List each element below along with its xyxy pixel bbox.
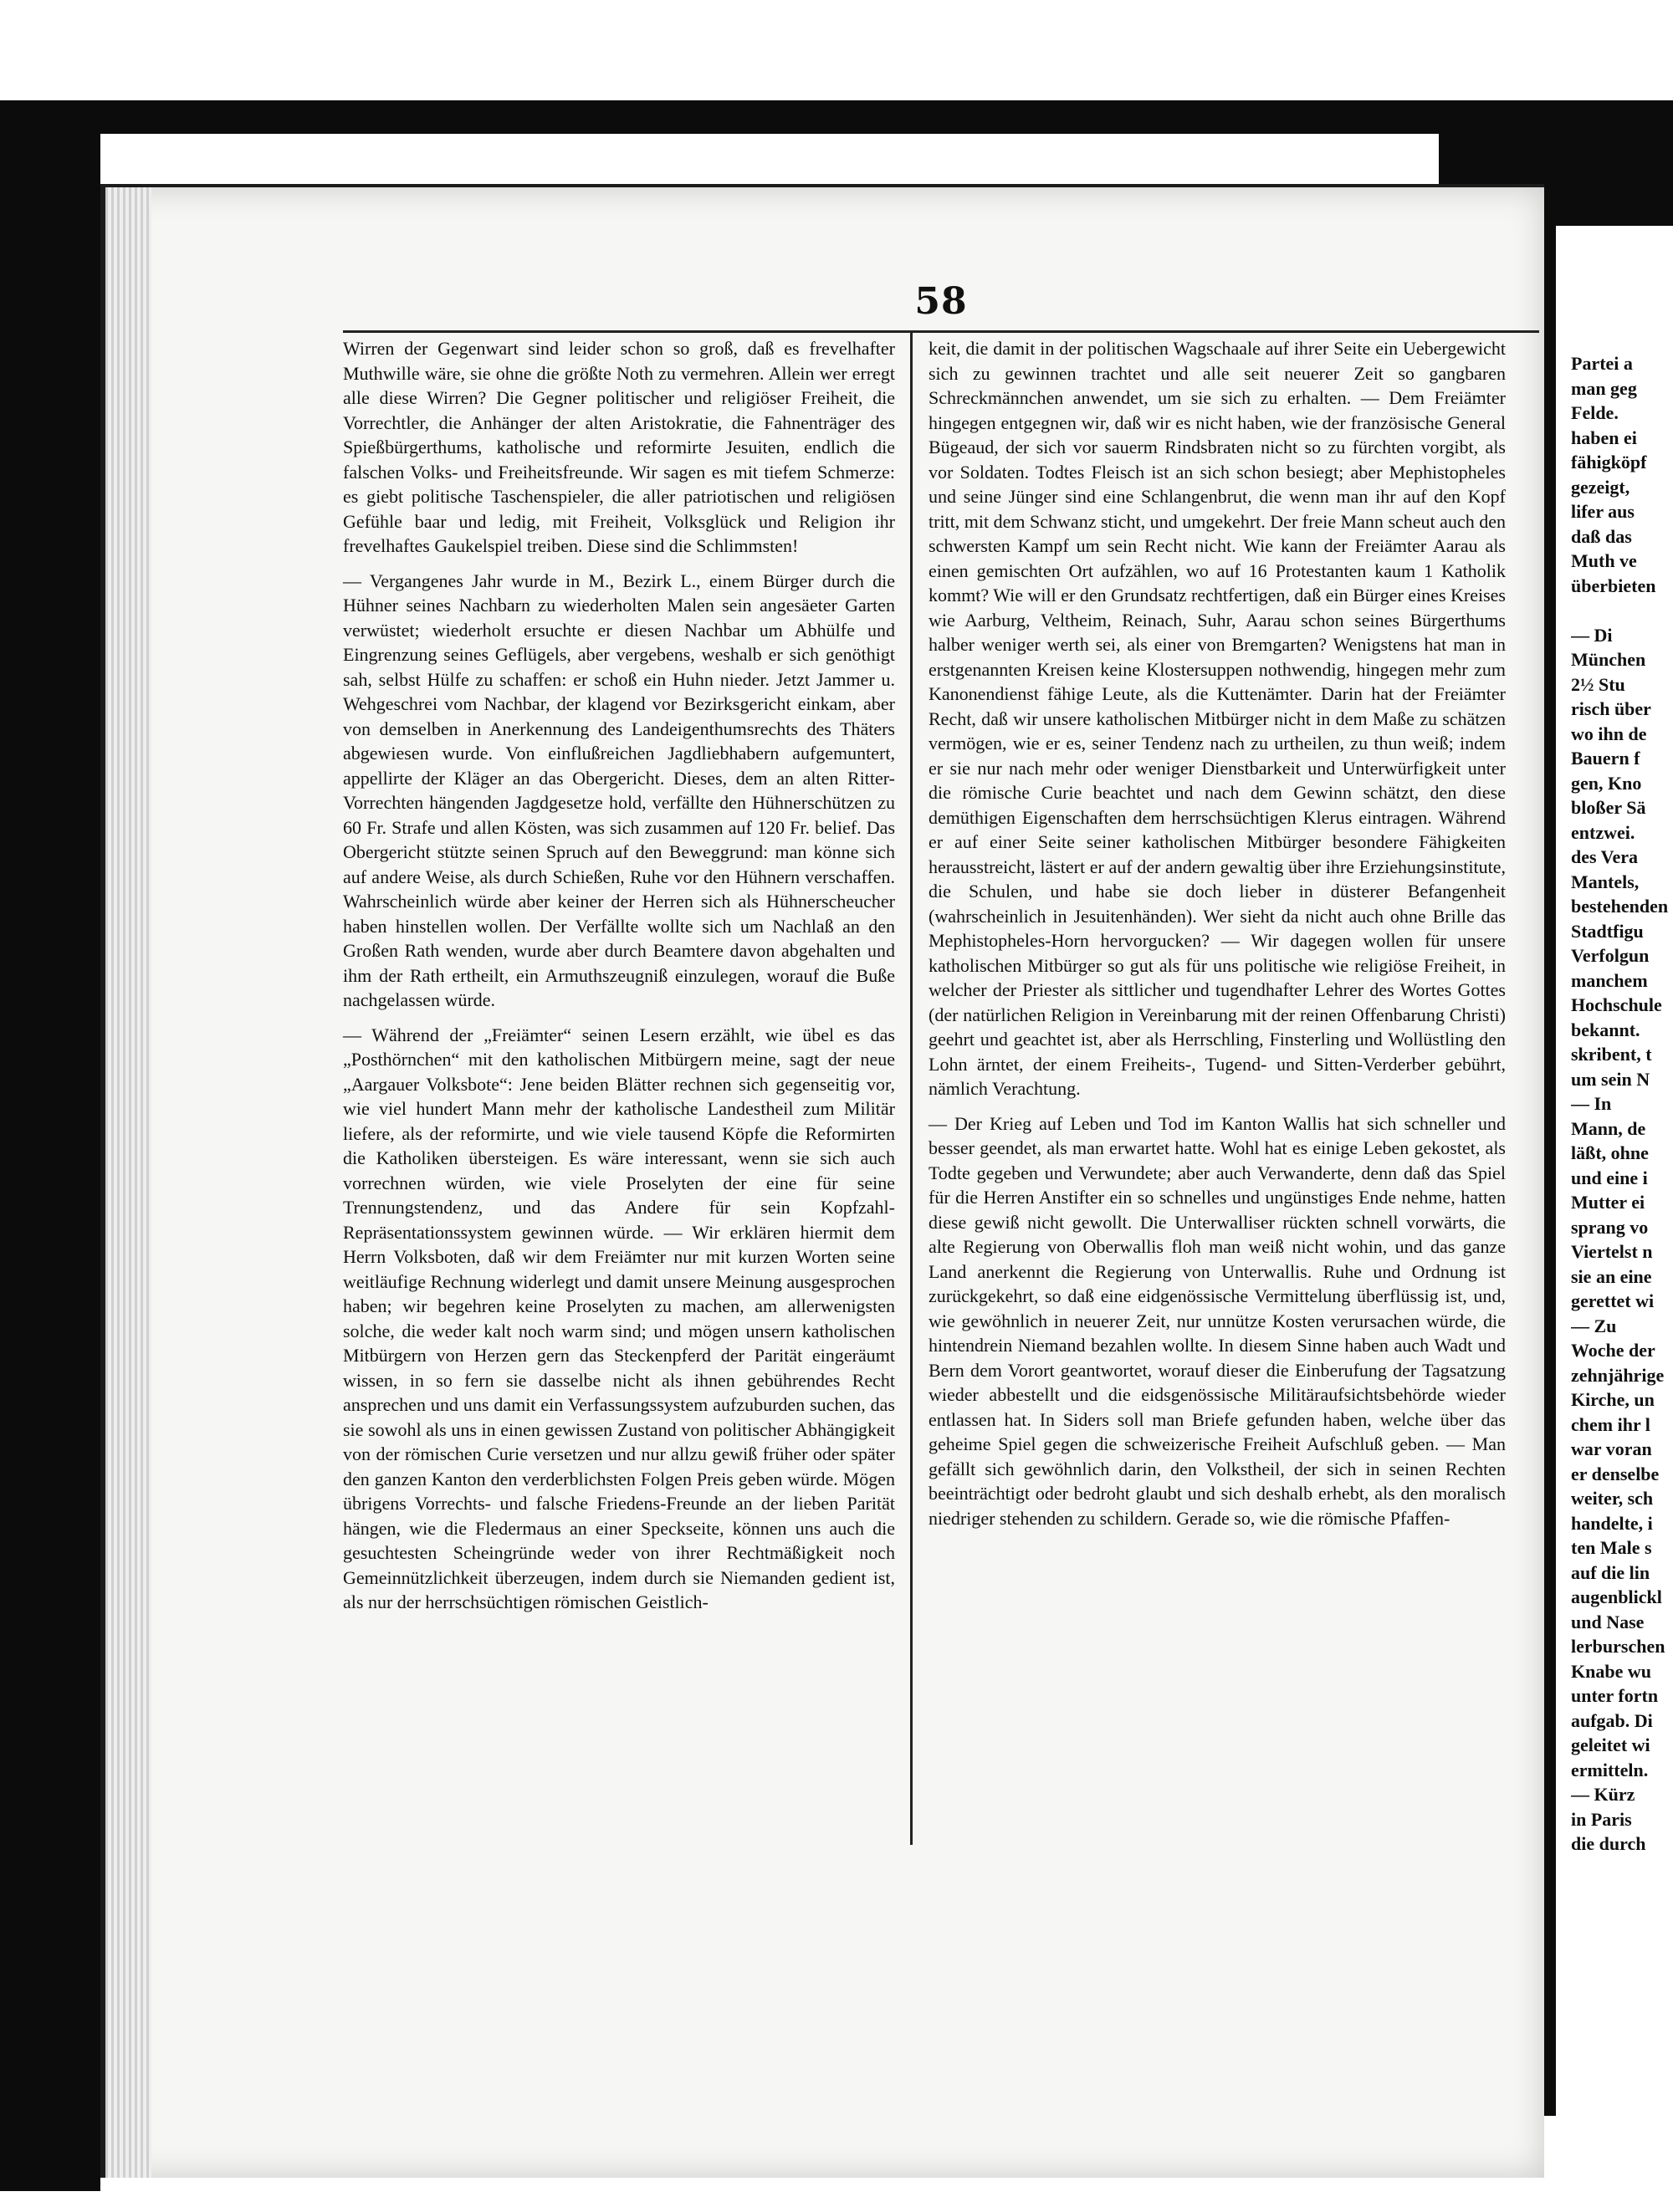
neighbor-line: Kirche, un	[1571, 1389, 1655, 1410]
scan-border-top	[0, 100, 1673, 134]
neighbor-line: skribent, t	[1571, 1044, 1652, 1065]
neighbor-line: ermitteln.	[1571, 1759, 1649, 1780]
neighbor-line: bloßer Sä	[1571, 797, 1646, 818]
neighbor-line: überbieten	[1571, 575, 1656, 596]
neighbor-line: chem ihr l	[1571, 1413, 1650, 1435]
neighbor-line: Partei a	[1571, 353, 1633, 374]
neighbor-line: aufgab. Di	[1571, 1709, 1653, 1731]
neighbor-line: läßt, ohne	[1571, 1142, 1649, 1163]
neighbor-line: Mann, de	[1571, 1117, 1646, 1139]
neighbor-line: Mutter ei	[1571, 1192, 1645, 1213]
neighbor-line: lerburschen	[1571, 1636, 1665, 1657]
neighbor-line: — In	[1571, 1093, 1612, 1114]
neighbor-line: geleitet wi	[1571, 1734, 1650, 1755]
neighbor-line: sprang vo	[1571, 1216, 1649, 1238]
neighbor-line: gerettet wi	[1571, 1290, 1655, 1311]
neighbor-line: — Kürz	[1571, 1784, 1635, 1805]
neighbor-line: Mantels,	[1571, 871, 1640, 892]
neighbor-line: Felde.	[1571, 402, 1619, 423]
neighbor-line: Viertelst n	[1571, 1241, 1653, 1262]
neighbor-line: Verfolgun	[1571, 945, 1650, 966]
neighbor-line: gezeigt,	[1571, 476, 1630, 498]
neighbor-line: man geg	[1571, 377, 1637, 399]
neighbor-line: und eine i	[1571, 1167, 1648, 1188]
neighbor-line: wo ihn de	[1571, 723, 1647, 744]
neighbor-line: des Vera	[1571, 846, 1639, 867]
page-number: 58	[914, 280, 968, 323]
neighbor-line: weiter, sch	[1571, 1488, 1654, 1509]
neighbor-line: er denselbe	[1571, 1463, 1660, 1484]
paragraph: — Vergangenes Jahr wurde in M., Bezirk L., einem Bürger durch die Hühner seines Nachbarn zu wiederholten Malen sein angesäeter Garten verwüstet; wiederholt ersuchte er diesen Nachbar um Abhülfe und Eingrenzung seines Geflügels, aber vergebens, weshalb er sich genöthigt sah, selbst Hülfe zu schaffen: er schoß ein Huhn nieder. Jetzt Jammer u. Wehgeschrei vom Nachbar, der klagend vor Bezirksgericht einkam, aber von demselben in Anerkennung des Landeigenthumsrechts des Thäters abgewiesen wurde. Von einflußreichen Jagdliebhabern aufgemuntert, appellirte der Kläger an das Obergericht. Dieses, dem an alten Ritter-Vorrechten hängenden Jagdgesetze hold, verfällte den Hühnerschützen zu 60 Fr. Strafe und allen Kösten, was sich zusammen auf 120 Fr. belief. Das Obergericht stützte seinen Spruch auf den Beweggrund: man könne sich auf andere Weise, als durch Schießen, Ruhe vor den Hühnern verschaffen. Wahrscheinlich würde aber keiner der Herren sich als Hühnerscheucher haben hinstellen wollen. Der Verfällte wollte sich um Nachlaß an den Großen Rath wenden, wurde aber durch Beamtere davon abgehalten und ihm der Rath ertheilt, ein Armuthszeugniß einzulegen, worauf die Buße nachgelassen würde.	[343, 570, 895, 1010]
neighbor-line: sie an eine	[1571, 1265, 1652, 1287]
neighbor-line: Hochschule	[1571, 994, 1662, 1015]
column-divider	[910, 333, 913, 1845]
neighbor-line: Bauern f	[1571, 748, 1640, 769]
neighbor-line: Woche der	[1571, 1340, 1655, 1361]
neighbor-line: gen, Kno	[1571, 772, 1642, 794]
neighbor-line: zehnjährige	[1571, 1364, 1665, 1386]
neighbor-line: bekannt.	[1571, 1019, 1640, 1040]
neighbor-line: handelte, i	[1571, 1512, 1653, 1534]
neighbor-line: lifer aus	[1571, 501, 1635, 522]
neighbor-line: augenblickl	[1571, 1586, 1662, 1607]
header-rule	[343, 330, 1539, 333]
paragraph: — Während der „Freiämter“ seinen Lesern erzählt, wie übel es das „Posthörnchen“ mit den katholischen Mitbürgern meine, sagt der neue „Aargauer Volksbote“: Jene beiden Blätter rechnen sich gegenseitig vor, wie viel hundert Mann mehr der katholische Landestheil zum Militär liefere, als der reformirte, und wie viele tausend Köpfe die Reformirten die Katholiken übersteigen. Es wäre interessant, wenn sie sich auch vorrechnen würden, wie viele Proselyten der eine für seine Trennungstendenz, und das Andere für sein Kopfzahl-Repräsentationssystem gewinnen würde. — Wir erklären hiermit dem Herrn Volksboten, daß wir dem Freiämter nur mit kurzen Worten seine weitläufige Rechnung widerlegt und damit unsere Meinung ausgesprochen haben; wir begehren keine Proselyten zu machen, am allerwenigsten solche, die weder kalt noch warm sind; und mögen unsern katholischen Mitbürgern von Herzen gern das Steckenpferd der Parität eingeräumt wissen, in so fern sie dasselbe nicht als ihnen gebührendes Recht ansprechen und uns damit ein Verfassungssystem aufzuburden suchen, das sie sowohl als uns in einen gewissen Zustand von politischer Abhängigkeit von der römischen Curie versetzen und nur allzu gewiß früher oder später den ganzen Kanton den verderblichsten Folgen Preis geben würde. Mögen übrigens Vorrechts- und falsche Friedens-Freunde an der lieben Parität hängen, wie die Fledermaus an einer Speckseite, können uns auch die gesuchtesten Scheingründe weder von ihrer Rechtmäßigkeit noch Gemeinnützlichkeit überzeugen, indem durch sie Niemanden gedient ist, als nur der herrschsüchtigen römischen Geistlich-	[343, 1024, 895, 1612]
paragraph: — Der Krieg auf Leben und Tod im Kanton Wallis hat sich schneller und besser geendet, als man erwartet hatte. Wohl hat es einige Leben gekostet, als Todte gegeben und Verwundete; aber auch Verwanderte, denn daß das Spiel für die Herren Anstifter ein so schnelles und ungünstiges Ende nehme, hatten diese gewiß nicht gewollt. Die Unterwalliser rückten schnell vorwärts, die alte Regierung von Oberwallis floh man weiß nicht wohin, und das ganze Land anerkennt die Regierung von Unterwallis. Ruhe und Ordnung ist zurückgekehrt, so daß eine eidgenössische Vermittelung überflüssig ist, und, wie gewöhnlich in neuerer Zeit, nur unnütze Kosten verursachen würde, die hintendrein Niemand bezahlen wollte. In diesem Sinne haben auch Wadt und Bern dem Vorort geantwortet, worauf dieser die Einberufung der Tagsatzung wieder abbestellt und die eidsgenössische Militäraufsichtsbehörde wieder entlassen hat. In Siders soll man Briefe gefunden haben, welche über das geheime Spiel gegen die schweizerische Freiheit Aufschluß geben. — Man gefällt sich gewöhnlich darin, den Volkstheil, der sich in seinen Rechten beeinträchtigt oder bedroht glaubt und sich deshalb erhebt, als den moralisch niedriger stehenden zu schildern. Gerade so, wie die römische Pfaffen-	[929, 1112, 1506, 1529]
neighbor-line: München	[1571, 649, 1646, 670]
neighbor-line: entzwei.	[1571, 821, 1635, 843]
neighbor-line: risch über	[1571, 698, 1651, 719]
neighbor-line: die durch	[1571, 1833, 1646, 1854]
neighbor-line: ten Male s	[1571, 1537, 1652, 1558]
neighbor-line	[1571, 598, 1673, 623]
page-spine	[105, 187, 151, 2178]
left-column	[343, 336, 895, 1615]
neighbor-line: war voran	[1571, 1438, 1652, 1459]
neighbor-line: Knabe wu	[1571, 1660, 1651, 1682]
neighbor-line: daß das	[1571, 525, 1632, 547]
neighbor-line: manchem	[1571, 969, 1648, 991]
neighbor-line: Stadtfigu	[1571, 920, 1644, 942]
neighbor-line: um sein N	[1571, 1068, 1650, 1090]
neighbor-line: bestehenden	[1571, 896, 1669, 917]
paragraph: keit, die damit in der politischen Wagschaale auf ihrer Seite ein Uebergewicht sich zu gewinnen trachtet und alle seit neuerer Zeit so gangbaren Schreckmännchen anwendet, um sie sich zu erhalten. — Dem Freiämter hingegen entgegnen wir, daß wir es nicht haben, wie der französische General Bügeaud, der sich vor sauerm Rindsbraten nicht so zu fürchten vorgibt, als vor Soldaten. Todtes Fleisch ist an sich schon besiegt; aber Mephistopheles und seine Jünger sind eine Schlangenbrut, die wenn man ihr auf den Kopf tritt, mit dem Schwanz sticht, und umgekehrt. Der freie Mann scheut auch den schwersten Kampf um sein Recht nicht. Wie kann der Freiämter Aarau als einen gemischten Ort aufzählen, wo auf 16 Protestanten kaum 1 Katholik kommt? Wie will er den Grundsatz rechtfertigen, daß ein Bürger eines Kreises wie Aarburg, Veltheim, Reinach, Suhr, Aarau schon seines Bürgerthums halber weniger werth sei, als einer von Bremgarten? Wenigstens hat man in erstgenannten Kreisen keine Klostersuppen nothwendig, hingegen mehr zum Kanonendienst fähige Leute, als die Kuttenämter. Darin hat der Freiämter Recht, daß wir unsere katholischen Mitbürger nicht in dem Maße zu schätzen vermögen, wie er es, seiner Tendenz nach zu urtheilen, zu thun weiß; indem er sie nur nach mehr oder weniger Dienstbarkeit und Unterwürfigkeit unter die römische Curie beachtet und nach dem Gewinn schätzt, den diese demüthigen Eigenschaften dem herrschsüchtigen Klerus eintragen. Während er auf einer Seite seiner katholischen Mitbürger besondere Fähigkeiten herausstreicht, lästert er auf der andern gewaltig über ihre Erziehungsinstitute, die Schulen, und habe sie doch lieber in düsterer Befangenheit (wahrscheinlich in Jesuitenhänden). Wer sieht da nicht auch ohne Brille das Mephistopheles-Horn hervorgucken? — Wir dagegen wollen für unsere katholischen Mitbürger so gut als für uns politische wie religiöse Freiheit, in welcher der Priester als sittlicher und tugendhafter Lehrer des Wortes Gottes (der natürlichen Religion in Vereinbarung mit der reinen Offenbarung Christi) geehrt und geachtet ist, aber als Herrschling, Finsterling und Wollüstling den Lohn ärntet, der einem Freiheits-, Tugend- und Sitten-Verderber gebührt, nämlich Verachtung.	[929, 338, 1506, 1099]
neighbor-line: — Di	[1571, 624, 1613, 646]
scan-border-left	[0, 100, 100, 2191]
neighbor-line: haben ei	[1571, 427, 1637, 448]
neighbor-line: — Zu	[1571, 1315, 1617, 1336]
right-column	[929, 336, 1506, 1530]
neighbor-page-fragment	[1571, 351, 1673, 1857]
neighbor-line: unter fortn	[1571, 1685, 1659, 1706]
neighbor-line: fähigköpf	[1571, 452, 1647, 473]
neighbor-line: auf die lin	[1571, 1561, 1650, 1583]
neighbor-line: 2½ Stu	[1571, 673, 1625, 695]
paragraph: Wirren der Gegenwart sind leider schon so groß, daß es frevelhafter Muthwille wäre, sie ohne die größte Noth zu vermehren. Allein wer erregt alle diese Wirren? Die Gegner politischer und religiöser Freiheit, die Vorrechtler, die Anhänger der alten Aristokratie, die Fahnenträger des Spießbürgerthums, katholische und reformirte Jesuiten, endlich die falschen Volks- und Freiheitsfreunde. Wir sagen es mit tiefem Schmerze: es giebt politische Taschenspieler, die aller patriotischen und religiösen Gefühle baar und ledig, mit Freiheit, Volksglück und Religion ihr frevelhaftes Gaukelspiel treiben. Diese sind die Schlimmsten!	[343, 338, 895, 556]
neighbor-line: in Paris	[1571, 1808, 1632, 1830]
neighbor-line: Muth ve	[1571, 550, 1637, 571]
neighbor-line: und Nase	[1571, 1611, 1645, 1632]
